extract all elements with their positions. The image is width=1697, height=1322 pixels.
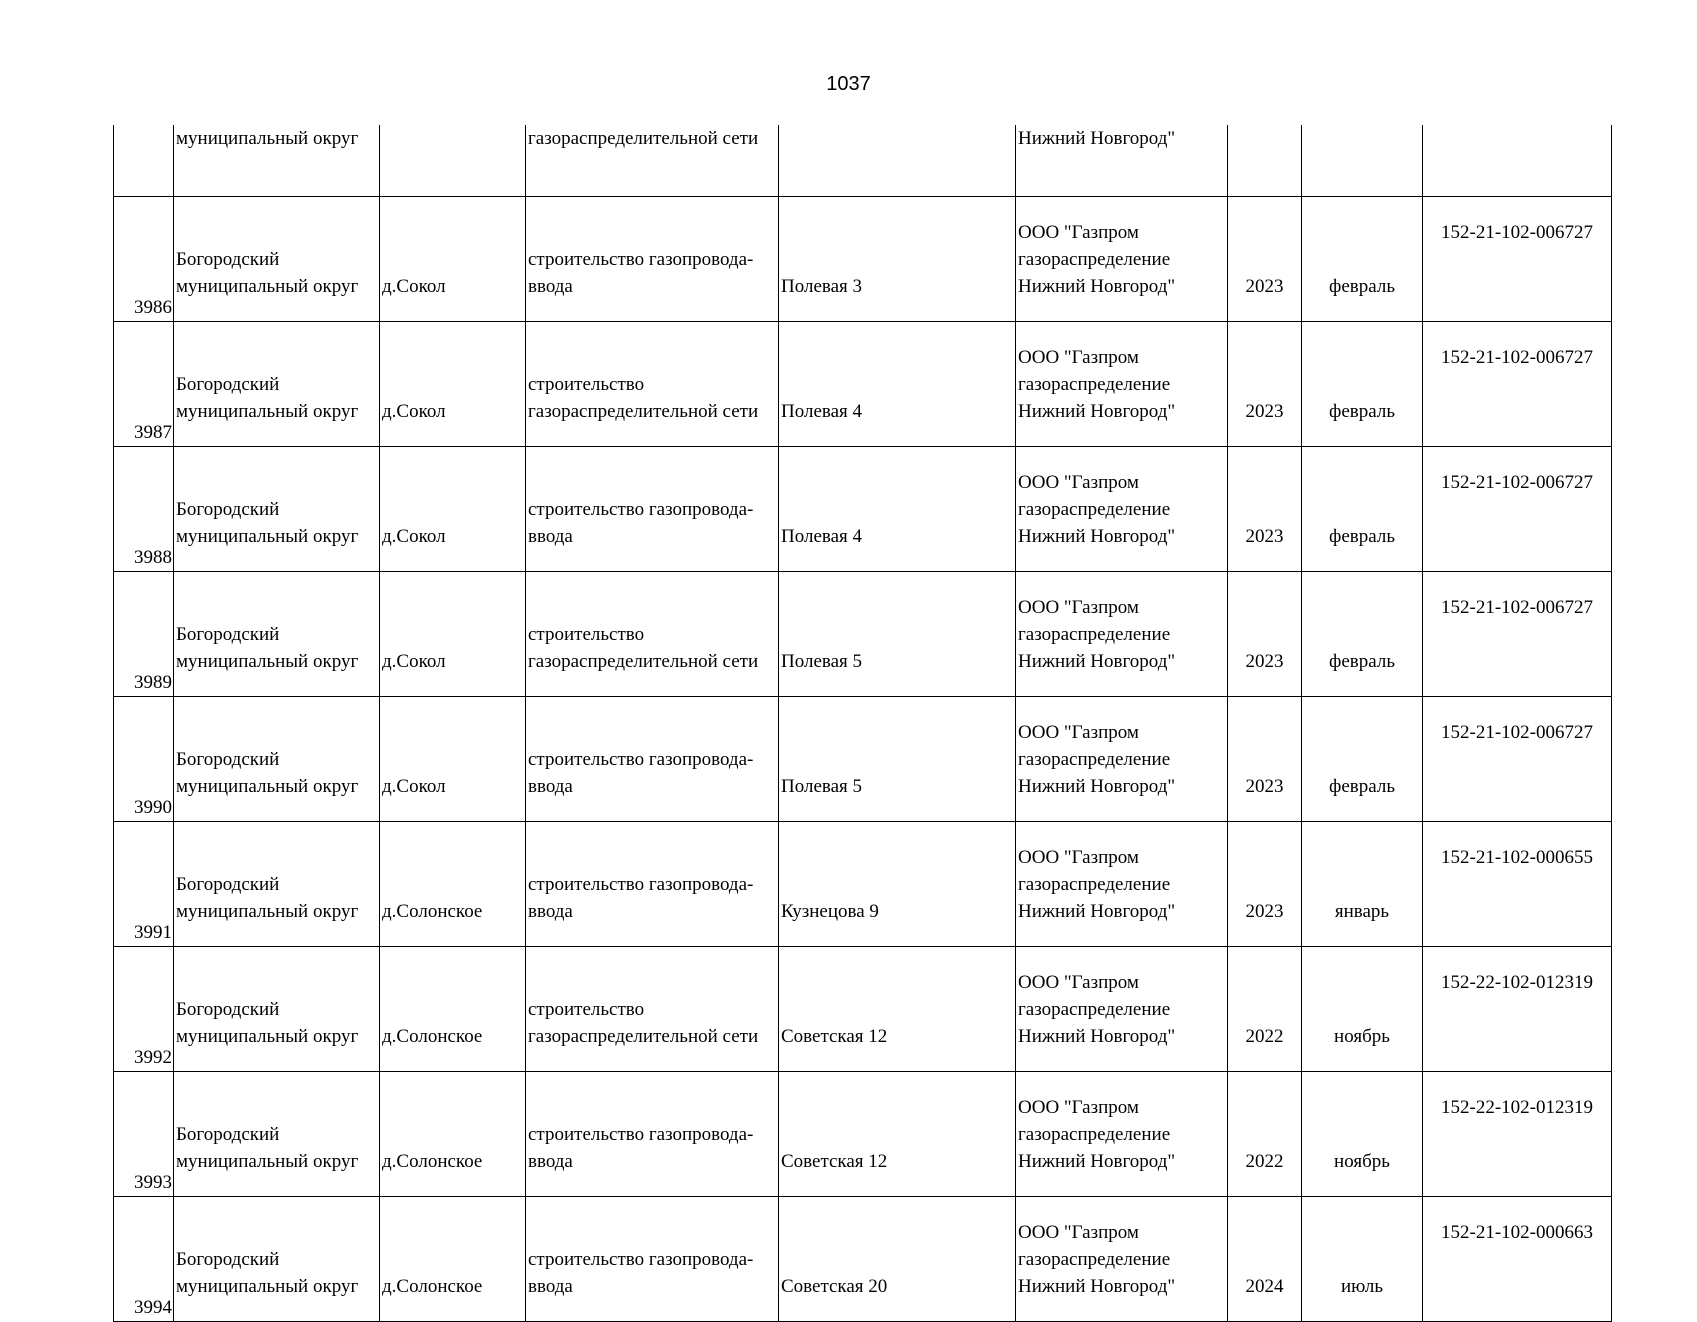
table-row <box>114 947 1612 1072</box>
cell-num: 3992 <box>114 947 174 1072</box>
cell-street: Советская 12 <box>779 1072 1016 1197</box>
cell-work <box>526 1197 779 1322</box>
district-line: Богородский <box>176 999 280 1020</box>
cell-year: 2023 <box>1228 822 1302 947</box>
continuation-row <box>114 125 1612 197</box>
cell-code: 152-21-102-006727 <box>1423 572 1612 697</box>
district-line: муниципальный округ <box>176 651 359 672</box>
cell-month: февраль <box>1302 322 1423 447</box>
cell-year: 2023 <box>1228 447 1302 572</box>
district-line: муниципальный округ <box>176 401 359 422</box>
org-line: ООО "Газпром <box>1018 347 1139 368</box>
cell-year: 2022 <box>1228 947 1302 1072</box>
cell-org <box>1016 447 1228 572</box>
org-line: Нижний Новгород" <box>1018 1026 1176 1047</box>
org-line: ООО "Газпром <box>1018 597 1139 618</box>
district-line: Богородский <box>176 1249 280 1270</box>
cell-org <box>1016 322 1228 447</box>
org-line: ООО "Газпром <box>1018 472 1139 493</box>
cell-month: февраль <box>1302 572 1423 697</box>
cell-street: Полевая 5 <box>779 697 1016 822</box>
org-line: ООО "Газпром <box>1018 972 1139 993</box>
district-line: муниципальный округ <box>176 526 359 547</box>
table-body <box>114 125 1612 1322</box>
cell-num: 3990 <box>114 697 174 822</box>
org-line: газораспределение <box>1018 1249 1171 1270</box>
cell-place: д.Солонское <box>380 1197 526 1322</box>
table-row <box>114 572 1612 697</box>
district-line: муниципальный округ <box>176 276 359 297</box>
cell-code: 152-22-102-012319 <box>1423 1072 1612 1197</box>
cell-place <box>380 125 526 197</box>
org-line: ООО "Газпром <box>1018 222 1139 243</box>
cell-num <box>114 125 174 197</box>
cell-year: 2023 <box>1228 697 1302 822</box>
district-line: Богородский <box>176 874 280 895</box>
org-line: ООО "Газпром <box>1018 722 1139 743</box>
org-line: ООО "Газпром <box>1018 847 1139 868</box>
cell-org: Нижний Новгород" <box>1016 125 1228 197</box>
work-line: ввода <box>528 776 573 797</box>
cell-work <box>526 322 779 447</box>
cell-place: д.Сокол <box>380 322 526 447</box>
work-line: ввода <box>528 1151 573 1172</box>
page-number: 1037 <box>826 73 871 95</box>
cell-work <box>526 447 779 572</box>
cell-district <box>174 697 380 822</box>
cell-place: д.Сокол <box>380 447 526 572</box>
table-row <box>114 697 1612 822</box>
org-line: газораспределение <box>1018 999 1171 1020</box>
district-line: муниципальный округ <box>176 901 359 922</box>
cell-year: 2023 <box>1228 322 1302 447</box>
org-line: Нижний Новгород" <box>1018 276 1176 297</box>
cell-code: 152-21-102-006727 <box>1423 197 1612 322</box>
cell-month: февраль <box>1302 447 1423 572</box>
cell-place: д.Солонское <box>380 947 526 1072</box>
cell-month: ноябрь <box>1302 1072 1423 1197</box>
cell-district <box>174 447 380 572</box>
work-line: газораспределительной сети <box>528 651 759 672</box>
cell-district <box>174 822 380 947</box>
cell-org <box>1016 1072 1228 1197</box>
table-row <box>114 447 1612 572</box>
cell-num: 3993 <box>114 1072 174 1197</box>
cell-place: д.Сокол <box>380 197 526 322</box>
cell-org <box>1016 697 1228 822</box>
cell-num: 3986 <box>114 197 174 322</box>
cell-street: Кузнецова 9 <box>779 822 1016 947</box>
cell-num: 3994 <box>114 1197 174 1322</box>
cell-district <box>174 322 380 447</box>
cell-work <box>526 1072 779 1197</box>
cell-code: 152-22-102-012319 <box>1423 947 1612 1072</box>
cell-street: Советская 12 <box>779 947 1016 1072</box>
register-table <box>113 125 1612 1322</box>
org-line: Нижний Новгород" <box>1018 651 1176 672</box>
cell-org <box>1016 572 1228 697</box>
table-row <box>114 822 1612 947</box>
district-line: Богородский <box>176 624 280 645</box>
table-row <box>114 197 1612 322</box>
district-line: муниципальный округ <box>176 1026 359 1047</box>
work-line: строительство газопровода- <box>528 1249 754 1270</box>
org-line: ООО "Газпром <box>1018 1097 1139 1118</box>
cell-org <box>1016 822 1228 947</box>
work-line: газораспределительной сети <box>528 1026 759 1047</box>
org-line: Нижний Новгород" <box>1018 776 1176 797</box>
cell-code: 152-21-102-006727 <box>1423 322 1612 447</box>
work-line: строительство <box>528 624 645 645</box>
cell-month: июль <box>1302 1197 1423 1322</box>
cell-org <box>1016 1197 1228 1322</box>
cell-district <box>174 1072 380 1197</box>
cell-work <box>526 822 779 947</box>
work-line: строительство газопровода- <box>528 499 754 520</box>
work-line: строительство <box>528 374 645 395</box>
cell-num: 3988 <box>114 447 174 572</box>
district-line: муниципальный округ <box>176 1276 359 1297</box>
table-row <box>114 1197 1612 1322</box>
district-line: муниципальный округ <box>176 1151 359 1172</box>
org-line: Нижний Новгород" <box>1018 401 1176 422</box>
cell-district <box>174 572 380 697</box>
cell-org <box>1016 947 1228 1072</box>
work-line: строительство газопровода- <box>528 749 754 770</box>
cell-year <box>1228 125 1302 197</box>
work-line: ввода <box>528 526 573 547</box>
cell-num: 3989 <box>114 572 174 697</box>
org-line: газораспределение <box>1018 874 1171 895</box>
cell-year: 2023 <box>1228 197 1302 322</box>
cell-code: 152-21-102-000655 <box>1423 822 1612 947</box>
cell-code: 152-21-102-000663 <box>1423 1197 1612 1322</box>
org-line: газораспределение <box>1018 1124 1171 1145</box>
cell-num: 3991 <box>114 822 174 947</box>
cell-work <box>526 197 779 322</box>
cell-code <box>1423 125 1612 197</box>
cell-month: январь <box>1302 822 1423 947</box>
cell-work: газораспределительной сети <box>526 125 779 197</box>
district-line: муниципальный округ <box>176 776 359 797</box>
cell-code: 152-21-102-006727 <box>1423 447 1612 572</box>
cell-district: муниципальный округ <box>174 125 380 197</box>
district-line: Богородский <box>176 499 280 520</box>
cell-street: Полевая 4 <box>779 322 1016 447</box>
district-line: Богородский <box>176 374 280 395</box>
cell-place: д.Сокол <box>380 697 526 822</box>
org-line: газораспределение <box>1018 624 1171 645</box>
cell-month: февраль <box>1302 197 1423 322</box>
table-row <box>114 1072 1612 1197</box>
cell-district <box>174 947 380 1072</box>
cell-year: 2023 <box>1228 572 1302 697</box>
district-line: Богородский <box>176 749 280 770</box>
cell-district <box>174 1197 380 1322</box>
cell-num: 3987 <box>114 322 174 447</box>
cell-code: 152-21-102-006727 <box>1423 697 1612 822</box>
work-line: газораспределительной сети <box>528 401 759 422</box>
cell-street: Полевая 3 <box>779 197 1016 322</box>
work-line: строительство газопровода- <box>528 1124 754 1145</box>
table-row <box>114 322 1612 447</box>
org-line: ООО "Газпром <box>1018 1222 1139 1243</box>
cell-work <box>526 697 779 822</box>
cell-month: ноябрь <box>1302 947 1423 1072</box>
work-line: ввода <box>528 276 573 297</box>
org-line: Нижний Новгород" <box>1018 1151 1176 1172</box>
org-line: Нижний Новгород" <box>1018 901 1176 922</box>
cell-street: Советская 20 <box>779 1197 1016 1322</box>
org-line: Нижний Новгород" <box>1018 526 1176 547</box>
cell-year: 2022 <box>1228 1072 1302 1197</box>
work-line: строительство <box>528 999 645 1020</box>
cell-work <box>526 572 779 697</box>
cell-street <box>779 125 1016 197</box>
cell-place: д.Сокол <box>380 572 526 697</box>
work-line: ввода <box>528 1276 573 1297</box>
org-line: газораспределение <box>1018 249 1171 270</box>
work-line: строительство газопровода- <box>528 874 754 895</box>
cell-street: Полевая 5 <box>779 572 1016 697</box>
cell-year: 2024 <box>1228 1197 1302 1322</box>
work-line: строительство газопровода- <box>528 249 754 270</box>
district-line: Богородский <box>176 249 280 270</box>
cell-place: д.Солонское <box>380 1072 526 1197</box>
cell-month <box>1302 125 1423 197</box>
cell-org <box>1016 197 1228 322</box>
org-line: газораспределение <box>1018 749 1171 770</box>
cell-street: Полевая 4 <box>779 447 1016 572</box>
cell-work <box>526 947 779 1072</box>
cell-place: д.Солонское <box>380 822 526 947</box>
cell-month: февраль <box>1302 697 1423 822</box>
cell-district <box>174 197 380 322</box>
org-line: газораспределение <box>1018 374 1171 395</box>
work-line: ввода <box>528 901 573 922</box>
district-line: Богородский <box>176 1124 280 1145</box>
org-line: газораспределение <box>1018 499 1171 520</box>
org-line: Нижний Новгород" <box>1018 1276 1176 1297</box>
